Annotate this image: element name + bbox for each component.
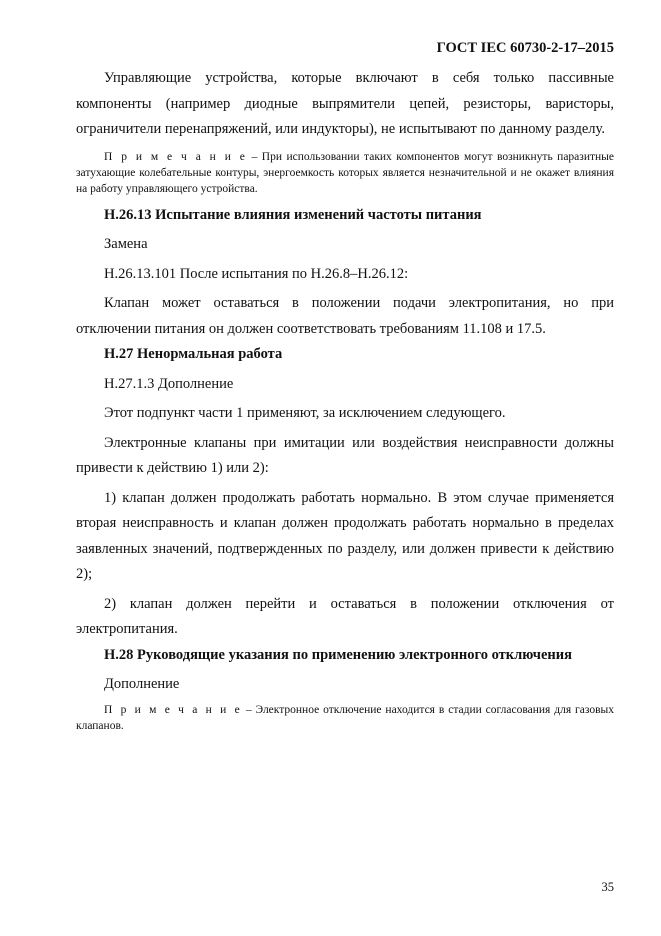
note-label: П р и м е ч а н и е xyxy=(104,703,242,716)
paragraph-dopolnenie: Дополнение xyxy=(104,676,180,692)
paragraph-item-1: 1) клапан должен продолжать работать нормально. В этом случае применяется вторая неисправность и клапан должен продолжать работать нормально в пределах заявленных значений, подтвержденных по разделу, или должен привести к действию 2); xyxy=(76,489,614,582)
heading-h26-13: Н.26.13 Испытание влияния изменений частоты питания xyxy=(104,206,482,223)
paragraph-zamena: Замена xyxy=(104,236,148,252)
paragraph-passive-components: Управляющие устройства, которые включают в себя только пассивные компоненты (например диодные выпрямители цепей, резисторы, варисторы, ограничители перенапряжений, или индукторы), не испытывают по данному разделу. xyxy=(76,70,614,137)
paragraph-valve-power: Клапан может оставаться в положении подачи электропитания, но при отключении питания он должен соответствовать требованиям 11.108 и 17.5. xyxy=(76,295,614,337)
page-number: 35 xyxy=(601,880,614,894)
paragraph-h26-13-101: Н.26.13.101 После испытания по Н.26.8–Н.26.12: xyxy=(104,265,409,282)
paragraph-item-2: 2) клапан должен перейти и оставаться в положении отключения от электропитания. xyxy=(76,595,614,637)
paragraph-applies: Этот подпункт части 1 применяют, за исключением следующего. xyxy=(104,405,506,421)
note-electronic-shutdown xyxy=(76,702,614,734)
paragraph-h27-1-3: Н.27.1.3 Дополнение xyxy=(104,375,234,392)
heading-h27: Н.27 Ненормальная работа xyxy=(104,346,283,362)
note-label: П р и м е ч а н и е xyxy=(104,150,248,163)
note-parasitic-circuits xyxy=(76,149,614,197)
paragraph-electronic-valves: Электронные клапаны при имитации или воздействия неисправности должны привести к действию 1) или 2): xyxy=(76,434,614,476)
page-content xyxy=(76,66,614,734)
note-text: – Электронное отключение находится в стадии согласования для газовых клапанов. xyxy=(76,703,614,732)
document-code-header: ГОСТ IEC 60730-2-17–2015 xyxy=(436,40,614,56)
heading-h28: Н.28 Руководящие указания по применению электронного отключения xyxy=(104,646,572,663)
note-text: – При использовании таких компонентов могут возникнуть паразитные затухающие колебательные контуры, энергоемкость которых является незначительной и не окажет влияния на работу управляющего устройства. xyxy=(76,150,614,195)
